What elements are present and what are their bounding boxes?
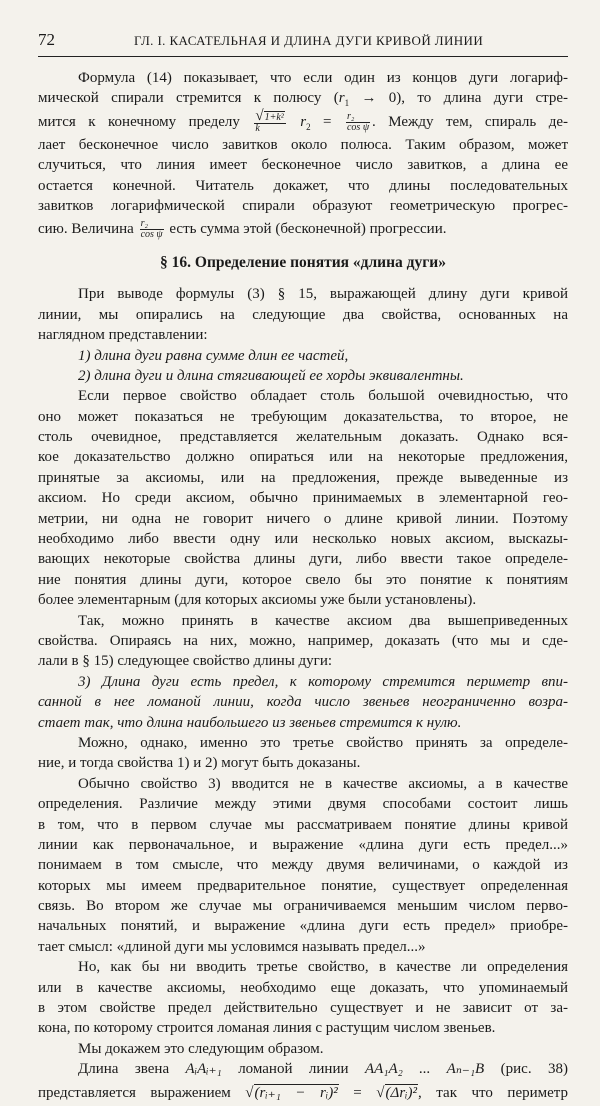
text-span: мится к конечному пределу	[38, 113, 240, 130]
sqrt-sign: √	[245, 1084, 254, 1101]
text-line: санной в нее ломаной линии, когда число звеньев неограниченно возра-	[38, 694, 568, 711]
text-line: При выводе формулы (3) § 15, выражающей длину дуги кривой	[78, 286, 568, 303]
text-line: принятые за аксиомы, или на предложения, прежде выведенные из	[38, 469, 568, 486]
fraction-denominator: cos ψ	[346, 121, 370, 133]
text-line: или в качестве аксиомы, необходимо еще доказать, что упоминаемый	[38, 979, 568, 996]
text-line: Но, как бы ни вводить третье свойство, в качестве ли определения	[78, 959, 568, 976]
text-line: понимаем в том смысле, что между двумя величинами, о каждой из	[38, 857, 568, 874]
fraction-numerator	[254, 107, 285, 124]
text-line: остается конечной. Читатель докажет, что длины последовательных	[38, 177, 568, 194]
text-line: аксиом. Но среди аксиом, обычно принимаемых в элементарной гео-	[38, 490, 568, 507]
fraction-denominator: k	[255, 122, 260, 134]
text-span: Длина звена	[78, 1061, 170, 1078]
text-span: ломаной линии	[238, 1061, 349, 1078]
text-line: завитков логарифмической спирали образуют геометрическую прогрес-	[38, 197, 568, 214]
text-line: кона, по которому строится ломаная линия с растущим числом звеньев.	[38, 1020, 496, 1037]
text-line	[38, 88, 568, 108]
text-line: линии, мы опирались на следующие два свойства, основанных на	[38, 306, 568, 323]
text-line: лает бесконечное число завитков около полюса. Таким образом, может	[38, 136, 568, 153]
equals-sign: =	[353, 1084, 362, 1101]
text-line: связь. Во втором же случае мы ограничиваемся меньшим числом перво-	[38, 898, 568, 915]
radicand: 1+k²	[264, 111, 284, 123]
text-span: сию. Величина	[38, 221, 134, 238]
math-var: r	[338, 90, 345, 107]
page-number: 72	[38, 30, 55, 49]
text-line: свойства. Опираясь на них, можно, например, доказать (что мы и сде-	[38, 632, 568, 649]
text-line	[38, 1059, 568, 1079]
math-sub: 1	[344, 98, 350, 109]
text-span: есть сумма этой (бесконечной) прогрессии.	[169, 221, 447, 238]
text-line: Обычно свойство 3) вводится не в качестве аксиомы, а в качестве	[78, 775, 568, 792]
text-line: в этом свойстве предел действительно существует и не зависит от за-	[38, 1000, 568, 1017]
section-heading: § 16. Определение понятия «длина дуги»	[160, 254, 446, 272]
fraction	[254, 107, 285, 134]
fraction-denominator: cos ψ	[140, 229, 163, 241]
text-line: случиться, что линия имеет бесконечное число завитков, а длина ее	[38, 157, 568, 174]
text-span: . Между тем, спираль де-	[372, 113, 569, 130]
text-line-formula	[38, 216, 568, 242]
text-line: которых мы имеем предварительное понятие, существует определенная	[38, 877, 568, 894]
text-line: метрии, ни одна не говорит ничего о длине кривой линии. Поэтому	[38, 510, 568, 527]
text-line: начальных понятий, и выражение «длина дуги есть предел» приобре-	[38, 918, 568, 935]
text-line: вающих некоторые свойства длины дуги, либо ввести такое определе-	[38, 551, 568, 568]
running-header	[38, 30, 568, 57]
running-title: ГЛ. I. КАСАТЕЛЬНАЯ И ДЛИНА ДУГИ КРИВОЙ ЛИНИИ	[134, 33, 484, 48]
text-line: 1) длина дуги равна сумме длин ее частей,	[78, 347, 349, 364]
text-line: столь очевидное, представляется желательным доказать. Однако вся-	[38, 429, 568, 446]
text-line: оно может показаться не требующим доказательства, то второе, не	[38, 408, 568, 425]
text-line: определения. Различие между этими двумя способами состоит лишь	[38, 796, 568, 813]
text-line: 3) Длина дуги есть предел, к которому стремится периметр впи-	[78, 673, 568, 690]
equals-sign: =	[323, 113, 332, 130]
text-line: более элементарным (для которых аксиомы уже были установлены).	[38, 592, 477, 609]
fraction-numerator: r₂	[140, 219, 164, 230]
radicand: (rᵢ₊₁ − rᵢ)²	[254, 1084, 338, 1101]
text-line: необходимо либо ввести одну или несколько новых аксиом, выскazы-	[38, 531, 568, 548]
text-line: Формула (14) показывает, что если один из концов дуги логариф-	[78, 70, 568, 86]
figure-reference: (рис. 38)	[500, 1061, 568, 1078]
text-line: ние понятия длины дуги, которое свело бы это понятие к понятиям	[38, 571, 568, 588]
text-line: Так, можно принять в качестве аксиом два вышеприведенных	[78, 612, 568, 629]
text-line: линии как первоначальное, и выражение «длина дуги есть предел...»	[38, 836, 568, 853]
text-line: наглядном представлении:	[38, 327, 208, 344]
text-line: тает смысл: «длиной дуги мы условимся называть предел...»	[38, 938, 426, 955]
sqrt-sign: √	[376, 1084, 385, 1101]
text-span: → 0), то длина дуги стре-	[361, 90, 569, 107]
text-line: Можно, однако, именно это третье свойство принять за определе-	[78, 734, 568, 751]
math-expression: AA₁A₂ ... Aₙ₋₁B	[364, 1061, 485, 1078]
text-line: Мы докажем это следующим образом.	[78, 1040, 324, 1057]
math-sub: 2	[306, 121, 311, 132]
sqrt-sign: √	[255, 107, 264, 124]
text-span: мической спирали стремится к полюсу (	[38, 90, 339, 107]
math-expression: AᵢAᵢ₊₁	[185, 1061, 222, 1078]
text-line: 2) длина дуги и длина стягивающей ее хорды эквивалентны.	[78, 367, 464, 384]
text-line: стает так, что длина наибольшего из звеньев стремится к нулю.	[38, 714, 462, 731]
fraction	[346, 112, 370, 133]
fraction-numerator: r₂	[346, 112, 370, 123]
page-body	[38, 68, 568, 1106]
text-line: ние, и тогда свойства 1) и 2) могут быть доказаны.	[38, 755, 361, 772]
text-line-formula	[38, 1080, 568, 1106]
text-line: Если первое свойство обладает столь большой очевидностью, что	[78, 388, 568, 405]
math-var: r	[300, 113, 307, 130]
text-line: кое доказательство должно опираться или на некоторые предложения,	[38, 449, 568, 466]
text-line: в том, что в первом случае мы рассматриваем понятие длины кривой	[38, 816, 568, 833]
text-line: лали в § 15) следующее свойство длины дуги:	[38, 653, 333, 670]
text-span: , так что периметр	[418, 1084, 569, 1101]
text-span: представляется выражением	[38, 1084, 231, 1101]
text-line-formula	[38, 109, 568, 135]
fraction	[140, 219, 164, 240]
radicand: (Δrᵢ)²	[385, 1084, 418, 1101]
